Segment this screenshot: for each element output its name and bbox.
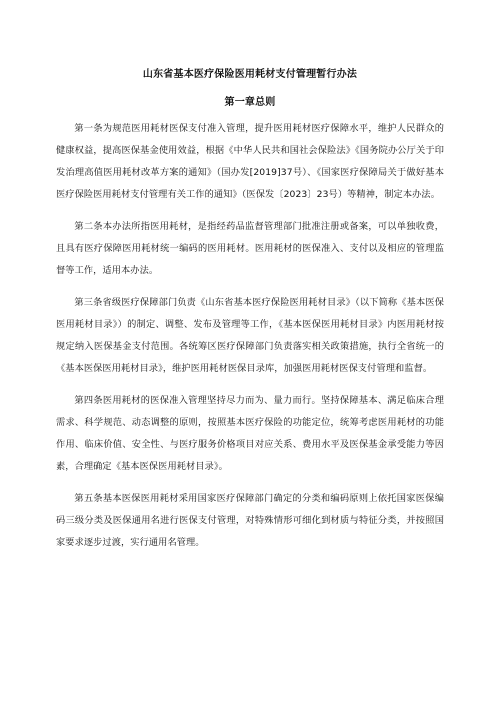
document-title: 山东省基本医疗保险医用耗材支付管理暂行办法 <box>142 69 358 80</box>
article-3-paragraph: 第三条省级医疗保障部门负责《山东省基本医疗保险医用耗材目录》（以下简称《基本医保医用耗材目录》）的制定、调整、发布及管理等工作，《基本医保医用耗材目录》内医用耗材按规定纳入医保基金支付范围。各统筹区医疗保障部门负责落实相关政策措施，执行全省统一的《基本医保医用耗材目录》，维护医用耗材医保目录库，加强医用耗材医保支付管理和监督。 <box>56 297 444 374</box>
article-5-paragraph: 第五条基本医保医用耗材采用国家医疗保障部门确定的分类和编码原则上依托国家医保编码三级分类及医保通用名进行医保支付管理，对特殊情形可细化到材质与特征分类，并按照国家要求逐步过渡，实行通用名管理。 <box>56 493 444 548</box>
article-4-paragraph: 第四条医用耗材的医保准入管理坚持尽力而为、量力而行。坚持保障基本、满足临床合理需求、科学规范、动态调整的原则，按照基本医疗保险的功能定位，统筹考虑医用耗材的功能作用、临床价值、安全性、与医疗服务价格项目对应关系、费用水平及医保基金承受能力等因素，合理确定《基本医保医用耗材目录》。 <box>56 395 444 472</box>
article-1-paragraph: 第一条为规范医用耗材医保支付准入管理，提升医用耗材医疗保障水平，维护人民群众的健康权益，提高医保基金使用效益，根据《中华人民共和国社会保险法》《国务院办公厅关于印发治理高值医用耗材改革方案的通知》（国办发[2019]37号）、《国家医疗保障局关于做好基本医疗保险医用耗材支付管理有关工作的通知》（医保发〔2023〕23号）等精神，制定本办法。 <box>56 123 444 200</box>
chapter-title: 第一章总则 <box>224 97 276 108</box>
article-2-paragraph: 第二条本办法所指医用耗材，是指经药品监督管理部门批准注册或备案，可以单独收费，且具有医疗保障医用耗材统一编码的医用耗材。医用耗材的医保准入、支付以及相应的管理监督等工作，适用本办法。 <box>56 221 444 276</box>
